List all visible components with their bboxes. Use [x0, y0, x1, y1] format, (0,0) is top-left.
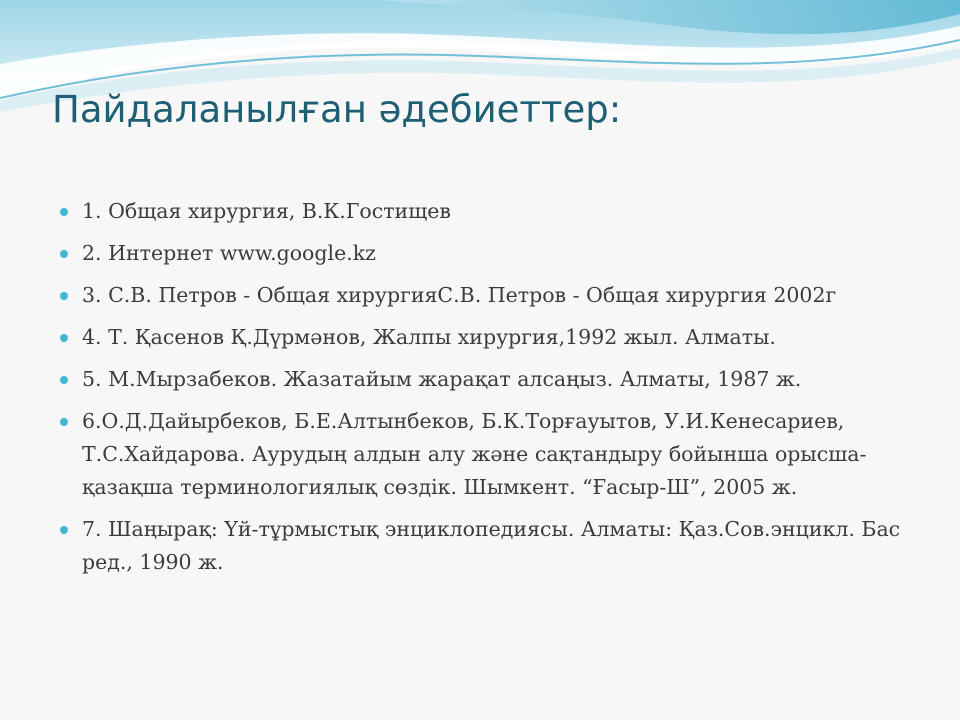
list-item-text: 2. Интернет www.google.kz: [82, 241, 376, 265]
list-item-text: 5. М.Мырзабеков. Жазатайым жарақат алсаңыз. Алматы, 1987 ж.: [82, 367, 802, 391]
bullet-icon: [60, 334, 68, 342]
bullet-icon: [60, 208, 68, 216]
list-item-text: 1. Общая хирургия, В.К.Гостищев: [82, 199, 451, 223]
list-item: [60, 405, 920, 504]
bullet-icon: [60, 250, 68, 258]
list-item: [60, 279, 920, 312]
slide-title: Пайдаланылған әдебиеттер:: [52, 88, 622, 131]
list-item: [60, 363, 920, 396]
bullet-icon: [60, 418, 68, 426]
reference-list: [60, 195, 920, 588]
list-item-text: 7. Шаңырақ: Үй-тұрмыстық энциклопедиясы. Алматы: Қаз.Сов.энцикл. Бас ред., 1990 ж.: [82, 517, 901, 574]
bullet-icon: [60, 292, 68, 300]
bullet-icon: [60, 376, 68, 384]
list-item-text: 6.О.Д.Дайырбеков, Б.Е.Алтынбеков, Б.К.Торғауытов, У.И.Кенесариев, Т.С.Хайдарова. Аурудың алдын алу және сақтандыру бойынша орысша-қазақша терминологиялық сөздік. Шымкент. “Ғасыр-Ш”, 2005 ж.: [82, 409, 867, 499]
list-item-text: 4. Т. Қасенов Қ.Дүрмәнов, Жалпы хирургия,1992 жыл. Алматы.: [82, 325, 776, 349]
bullet-icon: [60, 526, 68, 534]
list-item-text: 3. С.В. Петров - Общая хирургияС.В. Петров - Общая хирургия 2002г: [82, 283, 837, 307]
list-item: [60, 237, 920, 270]
list-item: [60, 195, 920, 228]
list-item: [60, 513, 920, 579]
list-item: [60, 321, 920, 354]
